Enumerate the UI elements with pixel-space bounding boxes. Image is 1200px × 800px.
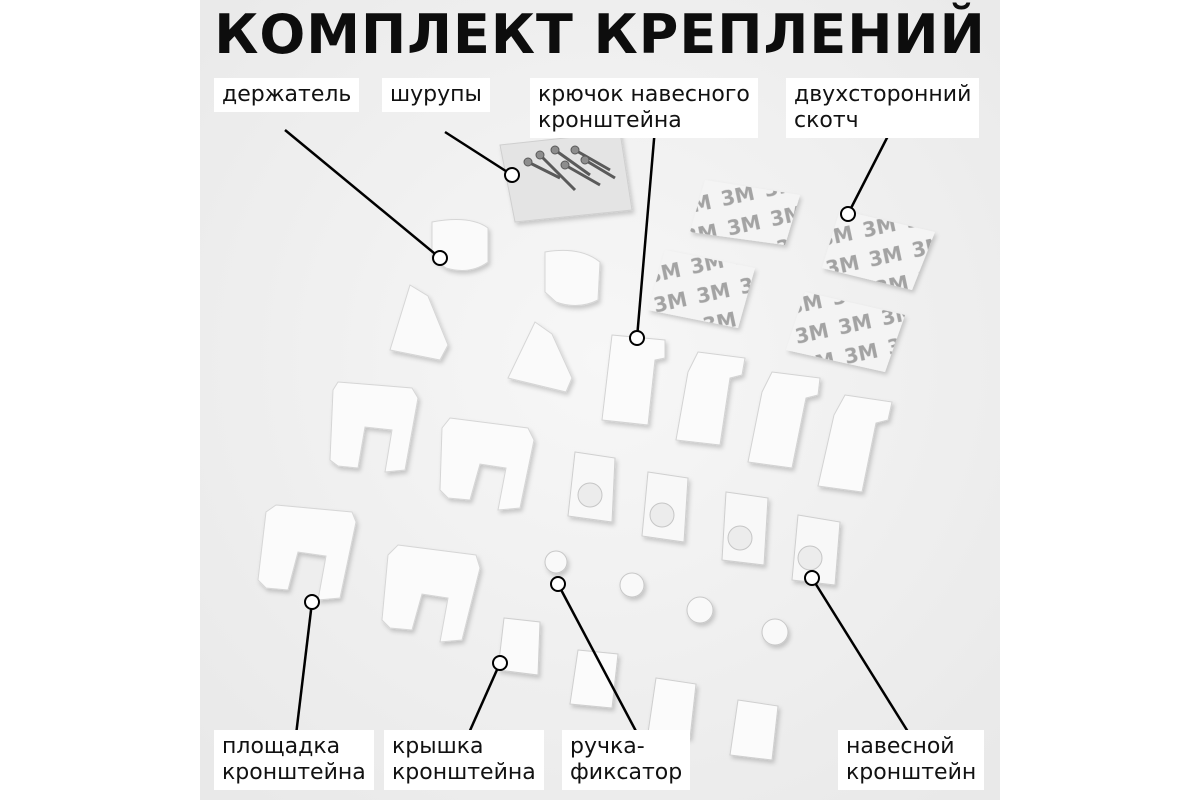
label-holder (214, 78, 359, 112)
label-hook (530, 78, 758, 138)
screws-bag (500, 132, 632, 222)
label-screws (382, 78, 490, 112)
label-bracket (838, 730, 984, 790)
label-hook-line1: крючок навесного (538, 82, 750, 107)
label-pad-line2: кронштейна (222, 760, 366, 785)
label-knob-line1: ручка- (570, 734, 645, 759)
label-tape-line1: двухсторонний (794, 82, 972, 107)
knob (762, 619, 788, 645)
label-bracket-line1: навесной (846, 734, 955, 759)
label-screws-text: шурупы (390, 82, 482, 107)
label-cover-line2: кронштейна (392, 760, 536, 785)
page-title: КОМПЛЕКТ КРЕПЛЕНИЙ (214, 3, 986, 66)
label-knob-line2: фиксатор (570, 760, 683, 785)
label-knob (562, 730, 690, 790)
label-pad-line1: площадка (222, 734, 341, 759)
knob (620, 573, 644, 597)
holder (545, 250, 600, 305)
hanging-bracket (568, 452, 615, 522)
bracket-cover (570, 650, 618, 708)
knob (545, 551, 567, 573)
bracket-cover (730, 700, 778, 760)
label-cover-line1: крышка (392, 734, 484, 759)
label-tape (786, 78, 979, 138)
label-hook-line2: кронштейна (538, 108, 682, 133)
label-cover (384, 730, 544, 790)
label-pad (214, 730, 374, 790)
label-holder-text: держатель (222, 82, 352, 107)
label-bracket-line2: кронштейн (846, 760, 977, 785)
bracket-cover (648, 678, 696, 738)
hanging-bracket (642, 472, 688, 542)
label-tape-line2: скотч (794, 108, 859, 133)
knob (687, 597, 713, 623)
hanging-bracket (722, 492, 768, 565)
